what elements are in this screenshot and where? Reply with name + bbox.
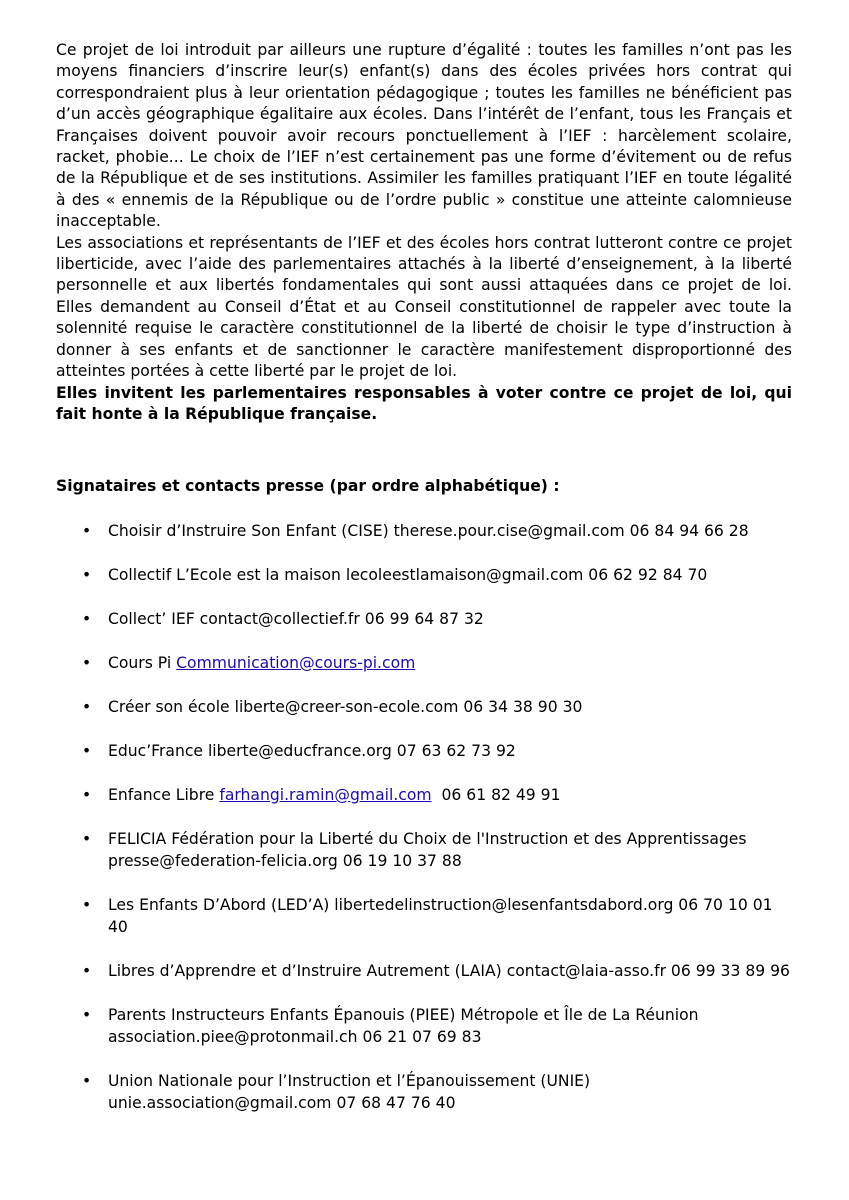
signatory-creer-son-ecole [56, 696, 792, 718]
signatory-cise [56, 520, 792, 542]
signatory-unie [56, 1070, 792, 1114]
bullet-icon: • [82, 609, 92, 628]
signatory-enfance-libre [56, 784, 792, 806]
signatory-educfrance [56, 740, 792, 762]
signatory-line-1: Parents Instructeurs Enfants Épanouis (PIEE) Métropole et Île de La Réunion [108, 1005, 699, 1024]
email-link-enfance-libre[interactable]: farhangi.ramin@gmail.com [219, 785, 432, 804]
signatory-cours-pi [56, 652, 792, 674]
signatory-text: Educ’France liberte@educfrance.org 07 63 62 73 92 [108, 741, 516, 760]
paragraph-associations: Les associations et représentants de l’IEF et des écoles hors contrat lutteront contre ce projet liberticide, avec l’aide des parlementaires attachés à la liberté d’enseignement, à la liberté personnelle et aux libertés fondamentales qui sont aussi attaquées dans ce projet de loi. Elles demandent au Conseil d’État et au Conseil constitutionnel de rappeler avec toute la solennité requise le caractère constitutionnel de la liberté de choisir le type d’instruction à donner à ses enfants et de sanctionner le caractère manifestement disproportionné des atteintes portées à cette liberté par le projet de loi. [56, 233, 792, 381]
bullet-icon: • [82, 895, 92, 914]
signatory-name: Cours Pi [108, 653, 177, 672]
bullet-icon: • [82, 785, 92, 804]
signatories-heading: Signataires et contacts presse (par ordre alphabétique) : [56, 477, 560, 496]
bullet-icon: • [82, 829, 92, 848]
bullet-icon: • [82, 521, 92, 540]
signatory-line-1: Union Nationale pour l’Instruction et l’Épanouissement (UNIE) [108, 1071, 591, 1090]
bullet-icon: • [82, 1005, 92, 1024]
signatory-text: Les Enfants D’Abord (LED’A) libertedelinstruction@lesenfantsdabord.org 06 70 10 01 40 [108, 895, 773, 936]
signatory-line-2: presse@federation-felicia.org 06 19 10 37 88 [108, 851, 462, 870]
signatory-piee [56, 1004, 792, 1048]
signatories-list [56, 520, 792, 1114]
signatory-text [108, 654, 415, 672]
signatory-text: Créer son école liberte@creer-son-ecole.com 06 34 38 90 30 [108, 697, 583, 716]
signatory-laia [56, 960, 792, 982]
signatory-line-2: association.piee@protonmail.ch 06 21 07 69 83 [108, 1027, 482, 1046]
signatory-phone: 06 61 82 49 91 [431, 785, 561, 804]
signatory-text: Choisir d’Instruire Son Enfant (CISE) therese.pour.cise@gmail.com 06 84 94 66 28 [108, 521, 749, 540]
bullet-icon: • [82, 565, 92, 584]
paragraph-call-to-vote: Elles invitent les parlementaires responsables à voter contre ce projet de loi, qui fait honte à la République française. [56, 383, 792, 423]
bullet-icon: • [82, 697, 92, 716]
signatory-name: Enfance Libre [108, 785, 220, 804]
signatory-collect-ief [56, 608, 792, 630]
signatory-felicia [56, 828, 792, 872]
signatory-line-2: unie.association@gmail.com 07 68 47 76 40 [108, 1093, 456, 1112]
signatory-text: Collectif L’Ecole est la maison lecoleestlamaison@gmail.com 06 62 92 84 70 [108, 565, 708, 584]
signatory-ecole-est-la-maison [56, 564, 792, 586]
signatory-leda [56, 894, 792, 938]
bullet-icon: • [82, 741, 92, 760]
signatory-line-1: FELICIA Fédération pour la Liberté du Choix de l'Instruction et des Apprentissages [108, 829, 747, 848]
document-page [56, 40, 792, 1114]
paragraph-rupture-egalite: Ce projet de loi introduit par ailleurs une rupture d’égalité : toutes les familles n’ont pas les moyens financiers d’inscrire leur(s) enfant(s) dans des écoles privées hors contrat qui correspondraient plus à leur orientation pédagogique ; toutes les familles ne bénéficient pas d’un accès géographique égalitaire aux écoles. Dans l’intérêt de l’enfant, tous les Français et Françaises doivent pouvoir avoir recours ponctuellement à l’IEF : harcèlement scolaire, racket, phobie... Le choix de l’IEF n’est certainement pas une forme d’évitement ou de refus de la République et de ses institutions. Assimiler les familles pratiquant l’IEF en toute légalité à des « ennemis de la République ou de l’ordre public » constitue une atteinte calomnieuse inacceptable. [56, 41, 792, 231]
signatory-text: Libres d’Apprendre et d’Instruire Autrement (LAIA) contact@laia-asso.fr 06 99 33 89 96 [108, 961, 790, 980]
bullet-icon: • [82, 1071, 92, 1090]
signatory-text: Collect’ IEF contact@collectief.fr 06 99 64 87 32 [108, 609, 484, 628]
signatory-text [108, 786, 561, 804]
email-link-cours-pi[interactable]: Communication@cours-pi.com [176, 653, 416, 672]
bullet-icon: • [82, 961, 92, 980]
bullet-icon: • [82, 653, 92, 672]
